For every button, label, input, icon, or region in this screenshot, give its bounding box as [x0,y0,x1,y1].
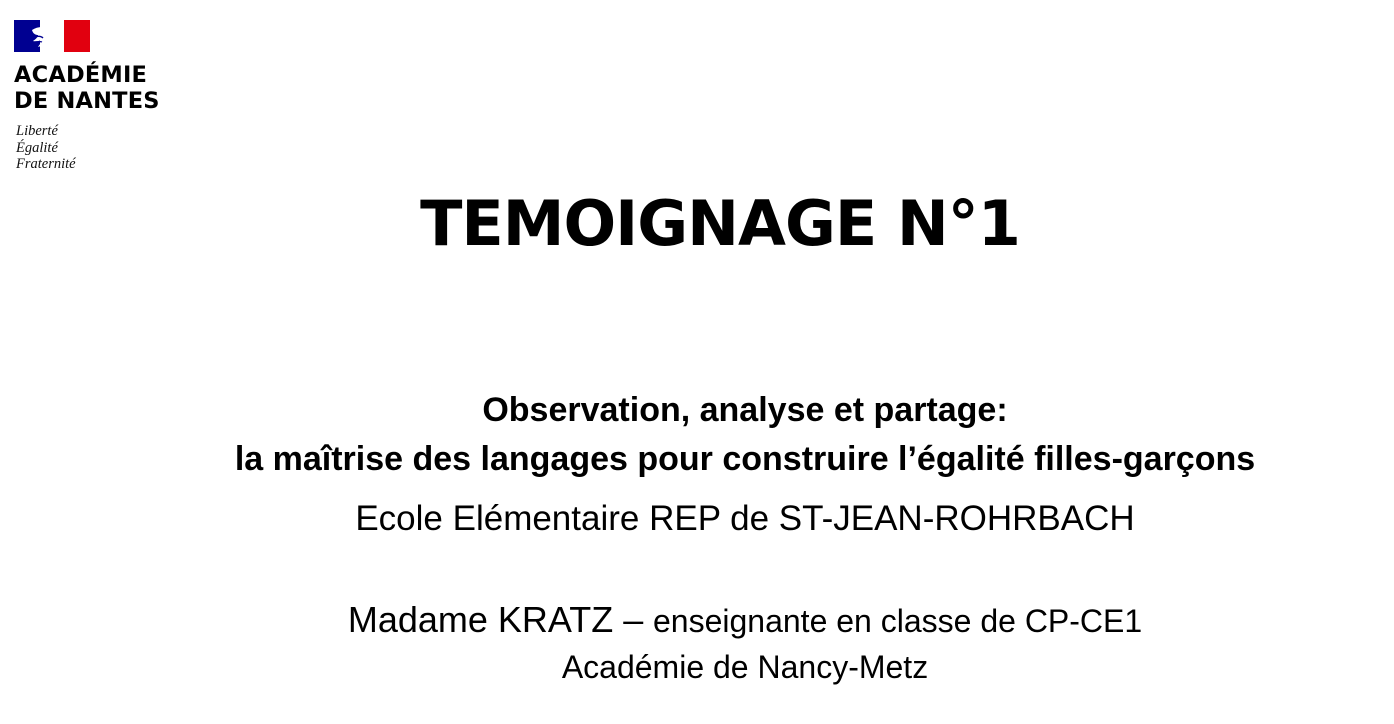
school-name: Ecole Elémentaire REP de ST-JEAN-ROHRBACH [355,499,1135,538]
republic-motto [14,123,204,173]
teacher-role: enseignante en classe de CP-CE1 [652,603,1143,639]
academy-origin: Académie de Nancy-Metz [561,649,929,685]
academy-name-line-2: DE NANTES [14,88,160,114]
academy-name-line-1: ACADÉMIE [14,62,148,88]
motto-egalite: Égalité [16,139,58,156]
subtitle-line-1: Observation, analyse et partage: [482,391,1008,429]
motto-fraternite: Fraternité [16,156,76,172]
subtitle-line-2: la maîtrise des langages pour construire l’égalité filles-garçons [234,440,1256,478]
motto-liberte: Liberté [16,123,58,139]
teacher-name: Madame KRATZ – [347,599,644,640]
slide-title: TEMOIGNAGE N°1 [420,187,1020,260]
academy-logo [14,20,204,173]
teacher-line [0,596,1394,645]
marianne-flag-icon [14,20,90,52]
